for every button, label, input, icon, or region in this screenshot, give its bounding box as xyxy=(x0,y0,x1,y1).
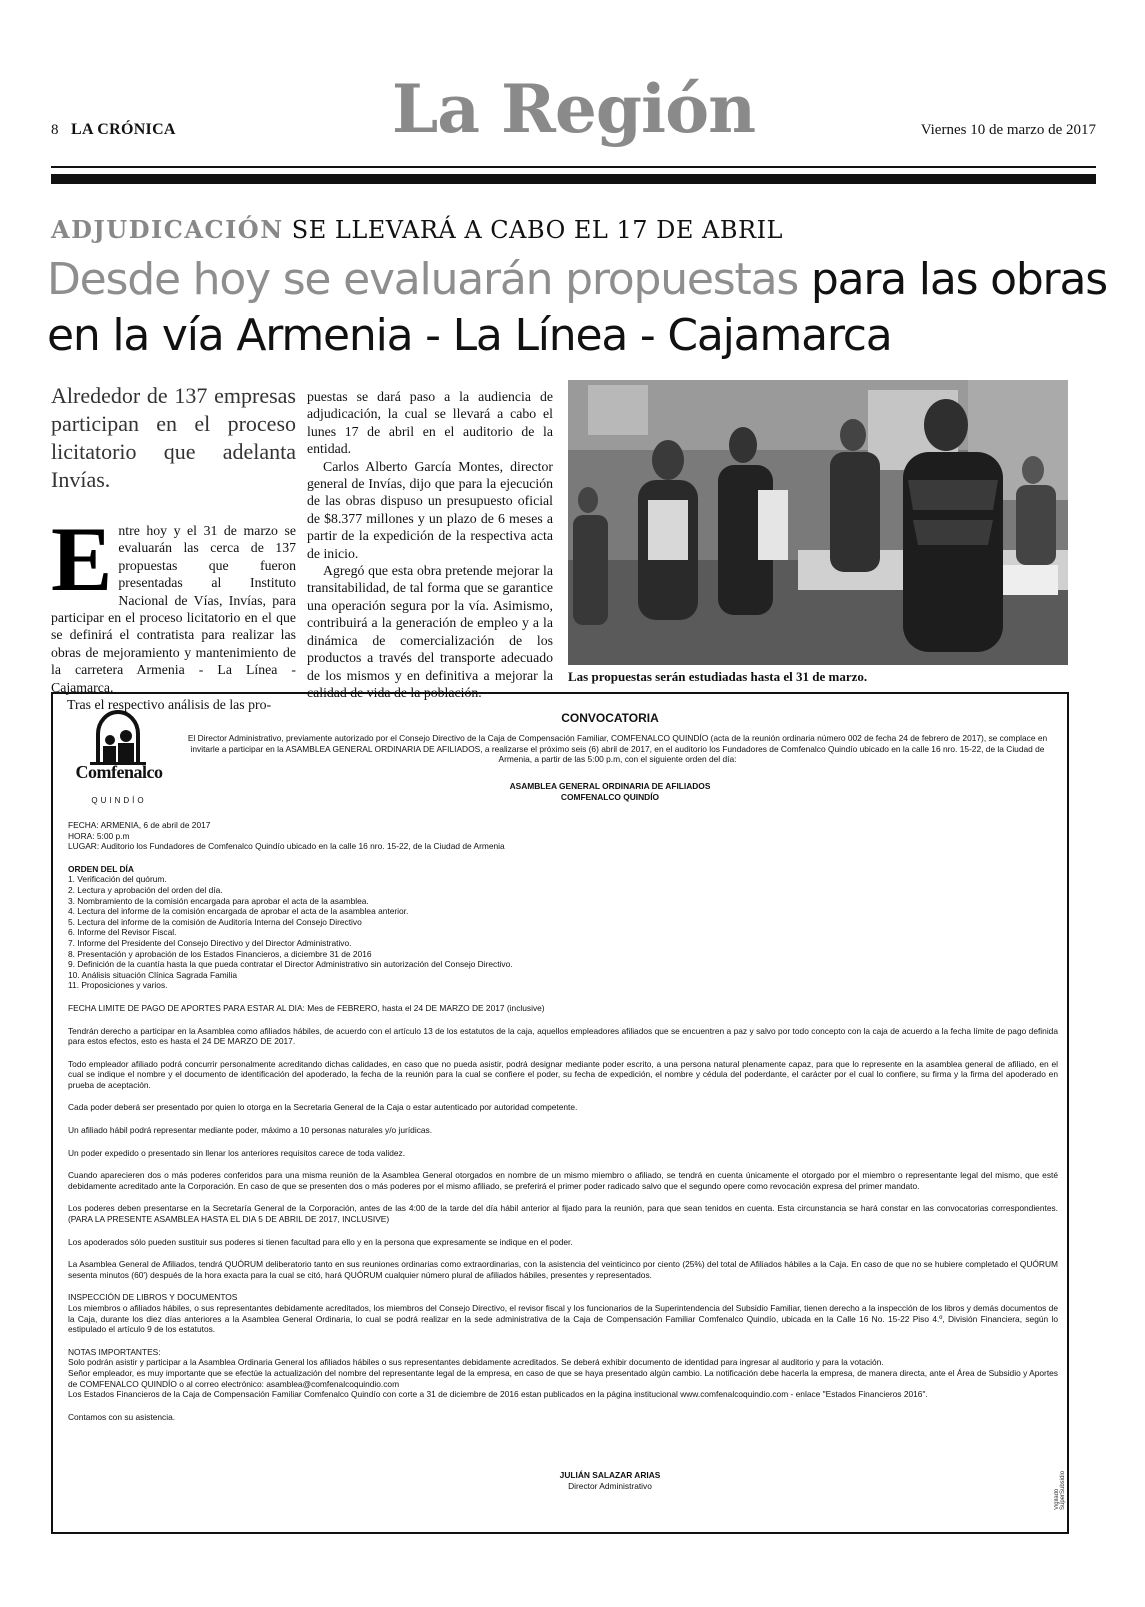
paragraph: Cada poder deberá ser presentado por quien lo otorga en la Secretaria General de la Caja o estar autenticado por autoridad competente. xyxy=(68,1102,578,1113)
announcement-intro: El Director Administrativo, previamente autorizado por el Consejo Directivo de la Caja de Compensación Familiar, COMFENALCO QUINDÍO (acta de la reunión ordinaria número 002 de fecha 24 de febrero de 2017), se complace en invitarle a participar en la ASAMBLEA GENERAL ORDINARIA DE AFILIADOS, a realizarse el próximo seis (6) abril de 2017, en el auditorio los Fundadores de Comfenalco Quindío ubicado en la calle 16 nro. 15-22, de la Ciudad de Armenia, a partir de las 5:00 p.m, con el siguiente orden del día: xyxy=(187,733,1048,765)
meeting-details xyxy=(68,820,1058,852)
newspaper-name: LA CRÓNICA xyxy=(71,121,176,138)
announcement-subtitle xyxy=(51,781,1145,802)
inspection-section xyxy=(68,1292,1058,1334)
subtitle-line: COMFENALCO QUINDÍO xyxy=(560,791,660,802)
page-number: 8 xyxy=(51,122,59,138)
paragraph: Cuando aparecieren dos o más poderes conferidos para una misma reunión de la Asamblea General otorgados en nombre de un mismo miembro o afiliado, se tendrá en cuenta únicamente el otorgado por el miembro o representante legal del mismo, que esté debidamente acreditado ante la Corporación. En caso de que se presenten dos o más poderes por el mismo afiliado, se preferirá el primer poder radicado salvo que el segundo opere como revocación expresa del primer mandato. xyxy=(68,1170,1058,1191)
photo-caption: Las propuestas serán estudiadas hasta el 31 de marzo. xyxy=(568,669,868,684)
supervision-mark: Vigilado SuperSubsidio xyxy=(1054,1470,1066,1510)
paragraph: puestas se dará paso a la audiencia de adjudicación, la cual se llevará a cabo el lunes 17 de abril en el auditorio de la entidad. xyxy=(307,389,553,457)
drop-cap: E xyxy=(51,508,113,610)
paragraph: Todo empleador afiliado podrá concurrir personalmente acreditando dichas calidades, en caso que no pueda asistir, podrá designar mediante poder escrito, a una persona natural plenamente capaz, para que lo represente en la asamblea general de afiliado, en el cual se indique el nombre y el documento de identificación del apoderado, la fecha de la reunión para la cual se confiere el poder, su fecha de expedición, el nombre y cédula del poderdante, el carácter por el cual lo confiere, su firma y la firma del apoderado en prueba de aceptación. xyxy=(68,1058,1058,1090)
note: Señor empleador, es muy importante que se efectúe la actualización del nombre del representante legal de la empresa, en caso de que se haya presentado algún cambio. La notificación debe hacerla la empresa, de manera directa, ante el Área de Subsidio y Aportes de COMFENALCO QUINDÍO o al correo electrónico: asamblea@comfenalcoquindio.com xyxy=(68,1367,1058,1389)
article-lead: Alrededor de 137 empresas participan en el proceso licitatorio que adelanta Invías. xyxy=(51,383,296,492)
paragraph: La Asamblea General de Afiliados, tendrá QUÓRUM deliberatorio tanto en sus reuniones ordinarias como extraordinarias, con la asistencia del veinticinco por ciento (25%) del total de Afiliados hábiles a la Caja. En caso de que no se hubiere completado el QUÓRUM sesenta minutos (60') después de la hora exacta para la cual se citó, hará QUÓRUM cualquier número plural de afiliados hábiles, presentes y representados. xyxy=(68,1259,1058,1280)
closing-line: Contamos con su asistencia. xyxy=(68,1411,176,1422)
paragraph xyxy=(51,508,296,696)
agenda-item: 9. Definición de la cuantía hasta la que pueda contratar el Director Administrativo sin autorización del Consejo Directivo. xyxy=(68,959,513,970)
paragraph: Los apoderados sólo pueden sustituir sus poderes si tienen facultad para ello y en la persona que expresamente se indique en el poder. xyxy=(68,1236,573,1247)
logo-subtitle: QUINDÍO xyxy=(91,796,147,805)
signer-name: JULIÁN SALAZAR ARIAS xyxy=(559,1470,661,1480)
signer-role: Director Administrativo xyxy=(568,1480,652,1491)
paragraph: Un afiliado hábil podrá representar mediante poder, máximo a 10 personas naturales y/o jurídicas. xyxy=(68,1125,433,1136)
article-column-1 xyxy=(51,508,296,713)
paragraph: Un poder expedido o presentado sin llenar los anteriores requisitos carece de toda validez. xyxy=(68,1147,406,1158)
agenda-item: 3. Nombramiento de la comisión encargada para aprobar el acta de la asamblea. xyxy=(68,895,369,906)
masthead-rule-thick xyxy=(51,174,1096,184)
paragraph: Tendrán derecho a participar en la Asamblea como afiliados hábiles, de acuerdo con el artículo 13 de los estatutos de la caja, aquellos empleadores afiliados que se encuentren a paz y salvo por todo concepto con la caja de acuerdo a la fecha límite de pago definida para estos efectos, esto es hasta el 24 DE MARZO DE 2017. xyxy=(68,1025,1058,1047)
agenda-title: ORDEN DEL DÍA xyxy=(68,863,134,874)
agenda-item: 10. Análisis situación Clínica Sagrada Familia xyxy=(68,969,237,980)
article-kicker xyxy=(51,215,783,244)
masthead xyxy=(51,70,1096,150)
agenda-item: 11. Proposiciones y varios. xyxy=(68,980,168,991)
paragraph-text: ntre hoy y el 31 de marzo se evaluarán las cerca de 137 propuestas que fueron presentadas al Instituto Nacional de Vías, Invías, para participar en el proceso licitatorio en el que se definirá el contratista para realizar las obras de mejoramiento y mantenimiento de la carretera Armenia - La Línea - Cajamarca. xyxy=(51,523,296,695)
headline-dark: para las obras en la vía Armenia - La Línea - Cajamarca xyxy=(47,254,1107,361)
notes-title: NOTAS IMPORTANTES: xyxy=(68,1346,161,1357)
paragraph: Tras el respectivo análisis de las pro- xyxy=(67,697,272,713)
agenda-item: 8. Presentación y aprobación de los Estados Financieros, a diciembre 31 de 2016 xyxy=(68,948,372,959)
announcement-body xyxy=(68,820,1058,1434)
kicker-rest: SE LLEVARÁ A CABO EL 17 DE ABRIL xyxy=(291,216,783,244)
masthead-rule-thin xyxy=(51,166,1096,168)
agenda-item: 1. Verificación del quórum. xyxy=(68,874,167,885)
agenda xyxy=(68,864,1058,991)
agenda-item: 5. Lectura del informe de la comisión de Auditoría Interna del Consejo Directivo xyxy=(68,916,362,927)
meeting-date: FECHA: ARMENIA, 6 de abril de 2017 xyxy=(68,820,211,830)
article-column-2 xyxy=(307,388,553,701)
agenda-item: 7. Informe del Presidente del Consejo Directivo y del Director Administrativo. xyxy=(68,937,352,948)
inspection-body: Los miembros o afiliados hábiles, o sus representantes debidamente acreditados, los miembros del Consejo Directivo, el revisor fiscal y los funcionarios de la Superintendencia del Subsidio Familiar, tienen derecho a la inspección de los libros y demás documentos de la Caja, durante los diez días anteriores a la Asamblea General Ordinaria, lo cual se podrá realizar en la sede administrativa de la Caja de Compensación Familiar Comfenalco Quindío, ubicada en la Calle 16 No. 15-22 Piso 4.º, División Financiera, según lo estipulado el artículo 9 de los estatutos. xyxy=(68,1303,1058,1335)
agenda-item: 2. Lectura y aprobación del orden del día. xyxy=(68,884,223,895)
paragraph: Agregó que esta obra pretende mejorar la transitabilidad, de tal forma que se garantice una operación segura por la vía. Asimismo, contribuirá a la generación de empleo y a la dinámica de comercialización de los productos a través del transporte adecuado de los mismos y en definitiva a mejorar la calidad de vida de la población. xyxy=(307,563,553,700)
issue-date: Viernes 10 de marzo de 2017 xyxy=(920,122,1096,138)
section-title: La Región xyxy=(391,70,756,148)
note: Solo podrán asistir y participar a la Asamblea Ordinaria General los afiliados hábiles o sus representantes debidamente acreditados. Se deberá exhibir documento de identidad para ingresar al auditorio y para la votación. xyxy=(68,1357,884,1368)
meeting-place: LUGAR: Auditorio los Fundadores de Comfenalco Quindío ubicado en la calle 16 nro. 15-22, de la Ciudad de Armenia xyxy=(68,841,505,852)
article-headline xyxy=(47,252,1107,364)
notes-section xyxy=(68,1347,1058,1400)
logo-wordmark: Comfenalco xyxy=(75,762,163,782)
payment-deadline: FECHA LIMITE DE PAGO DE APORTES PARA ESTAR AL DIA: Mes de FEBRERO, hasta el 24 DE MARZO DE 2017 (inclusive) xyxy=(68,1002,545,1013)
announcement-title: CONVOCATORIA xyxy=(561,711,659,725)
signature-block xyxy=(51,1470,1145,1491)
inspection-title: INSPECCIÓN DE LIBROS Y DOCUMENTOS xyxy=(68,1292,238,1303)
kicker-bold: ADJUDICACIÓN xyxy=(51,215,284,244)
meeting-time: HORA: 5:00 p.m xyxy=(68,830,130,841)
agenda-item: 4. Lectura del informe de la comisión encargada de aprobar el acta de la asamblea anterior. xyxy=(68,906,409,917)
headline-gray: Desde hoy se evaluarán propuestas xyxy=(47,254,799,305)
note: Los Estados Financieros de la Caja de Compensación Familiar Comfenalco Quindío con corte a 31 de diciembre de 2016 estan publicados en la página institucional www.comfenalcoquindio.com - enlace "Estados Financieros 2016". xyxy=(68,1389,928,1400)
paragraph: Carlos Alberto García Montes, director general de Invías, dijo que para la ejecución de las obras dispuso un presupuesto oficial de $8.377 millones y un plazo de 6 meses a partir de la expedición de la respectiva acta de inicio. xyxy=(307,458,553,561)
subtitle-line: ASAMBLEA GENERAL ORDINARIA DE AFILIADOS xyxy=(509,781,711,791)
article-photo xyxy=(568,380,1068,665)
paragraph: Los poderes deben presentarse en la Secretaría General de la Corporación, antes de las 4:00 de la tarde del día hábil anterior al fijado para la reunión, para que sean tenidos en cuenta. Esta circunstancia se hará constar en las convocatorias correspondientes. (PARA LA PRESENTE ASAMBLEA HASTA EL DIA 5 DE ABRIL DE 2017, INCLUSIVE) xyxy=(68,1203,1058,1225)
agenda-item: 6. Informe del Revisor Fiscal. xyxy=(68,927,177,938)
